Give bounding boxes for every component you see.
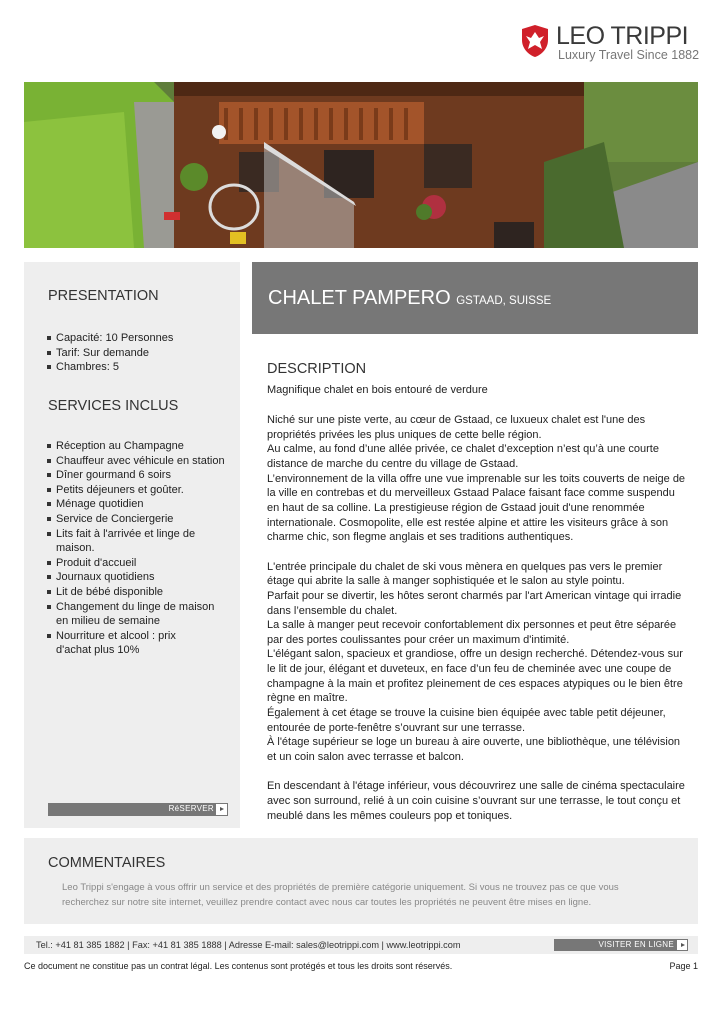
- presentation-list: [46, 331, 232, 375]
- reserve-button[interactable]: [48, 803, 228, 816]
- description-heading: DESCRIPTION: [267, 361, 367, 377]
- list-item: Ménage quotidien: [46, 497, 232, 512]
- list-item: Produit d'accueil: [46, 556, 232, 571]
- page-number: Page 1: [669, 961, 698, 971]
- footer-disclaimer: Ce document ne constitue pas un contrat légal. Les contenus sont protégés et tous les droits sont réservés.: [24, 961, 453, 971]
- list-item: Lits fait à l'arrivée et linge de maison.: [46, 527, 206, 556]
- property-name: CHALET PAMPERO: [268, 287, 451, 309]
- description-line: La salle à manger peut recevoir confortablement dix personnes et peut être séparée par des portes coulissantes pour créer un maximum d'intimité.: [267, 619, 677, 646]
- list-item: Journaux quotidiens: [46, 570, 232, 585]
- description-line: Parfait pour se divertir, les hôtes seront charmés par l'art American vintage qui irradie dans l’ensemble du chalet.: [267, 589, 682, 617]
- comments-heading: COMMENTAIRES: [48, 855, 166, 871]
- list-item: Chauffeur avec véhicule en station: [46, 454, 232, 469]
- description-line: L’environnement de la villa offre une vue imprenable sur les toits couverts de neige de la ville en contrebas et du merveilleux Gstaad Palace faisant face comme suspendu en haut de sa colline. La prestigieuse région de Gstaad jouit d'une renommée internationale. Cosmopolite, elle est restée alpine et attire les visiteurs grâce à son charme chic, son flegme anglais et ses traditions authentiques.: [267, 472, 686, 544]
- description-line: À l'étage supérieur se loge un bureau à aire ouverte, une bibliothèque, une télévision et un coin salon avec terrasse et balcon.: [267, 736, 681, 764]
- chalet-photo-icon: [24, 82, 698, 248]
- description-line: Niché sur une piste verte, au cœur de Gstaad, ce luxueux chalet est l'une des propriétés privées les plus uniques de cette belle région.: [267, 414, 646, 441]
- reserve-label: RéSERVER: [168, 804, 214, 813]
- services-list: [46, 439, 232, 658]
- chalet-photo: [24, 82, 698, 248]
- list-item: Nourriture et alcool : prix d'achat plus 10%: [46, 629, 206, 658]
- property-title-bar: [252, 262, 698, 334]
- list-item: Tarif: Sur demande: [46, 346, 232, 361]
- list-item: Service de Conciergerie: [46, 512, 232, 527]
- arrow-right-icon: [216, 804, 227, 815]
- description-line: En descendant à l'étage inférieur, vous découvrirez une salle de cinéma spectaculaire avec son surround, relié à un coin cuisine s’ouvrant sur une terrasse, le tout conçu et meublé dans les mêmes couleurs pop et toniques.: [267, 780, 685, 822]
- description-body: [267, 413, 687, 838]
- description-line: Également à cet étage se trouve la cuisine bien équipée avec table petit déjeuner, entourée de porte-fenêtre s’ouvrant sur une terrasse.: [267, 707, 666, 734]
- description-line: L'entrée principale du chalet de ski vous mènera en quelques pas vers le premier étage qui abrite la salle à manger sophistiquée et le salon au style pointu.: [267, 560, 663, 588]
- description-paragraph: [267, 413, 687, 545]
- visit-online-button[interactable]: [554, 939, 688, 951]
- list-item: Chambres: 5: [46, 360, 232, 375]
- presentation-heading: PRESENTATION: [48, 288, 159, 304]
- comments-section: [24, 838, 698, 924]
- arrow-right-icon: [677, 940, 687, 950]
- description-line: Au calme, au fond d’une allée privée, ce chalet d’exception n’est qu’à une courte distance de marche du centre du village de Gstaad.: [267, 443, 659, 470]
- services-heading: SERVICES INCLUS: [48, 398, 179, 414]
- list-item: Réception au Champagne: [46, 439, 232, 454]
- page-title: [268, 287, 551, 310]
- description-paragraph: [267, 560, 687, 765]
- comments-text: Leo Trippi s'engage à vous offrir un service et des propriétés de première catégorie uniquement. Si vous ne trouvez pas ce que vous recherchez sur notre site internet, veuillez prendre contact avec nous car toutes les propriétés ne peuvent être mises en ligne.: [62, 882, 619, 908]
- brand-name: LEO TRIPPI: [556, 22, 689, 50]
- brand-logo: [520, 20, 700, 64]
- property-location: GSTAAD, SUISSE: [456, 295, 552, 307]
- list-item: Lit de bébé disponible: [46, 585, 232, 600]
- visit-online-label: VISITER EN LIGNE: [598, 940, 674, 949]
- brand-tagline: Luxury Travel Since 1882: [558, 48, 700, 62]
- list-item: Dîner gourmand 6 soirs: [46, 468, 232, 483]
- description-subtitle: Magnifique chalet en bois entouré de verdure: [267, 384, 488, 396]
- list-item: Changement du linge de maison en milieu de semaine: [46, 600, 222, 629]
- list-item: Capacité: 10 Personnes: [46, 331, 232, 346]
- description-paragraph: [267, 779, 687, 823]
- description-line: L'élégant salon, spacieux et grandiose, offre un design recherché. Détendez-vous sur le lit de jour, élégant et duveteux, en face d’un feu de cheminée avec une coupe de champagne à la main et profitez pleinement de ces espaces atypiques ou le bien être règne en maître.: [267, 648, 683, 705]
- shield-logo-icon: [520, 24, 550, 58]
- sidebar: [24, 262, 240, 828]
- list-item: Petits déjeuners et goûter.: [46, 483, 232, 498]
- contact-bar: [24, 936, 698, 954]
- contact-info: Tel.: +41 81 385 1882 | Fax: +41 81 385 1888 | Adresse E-mail: sales@leotrippi.com | www.leotrippi.com: [36, 940, 461, 950]
